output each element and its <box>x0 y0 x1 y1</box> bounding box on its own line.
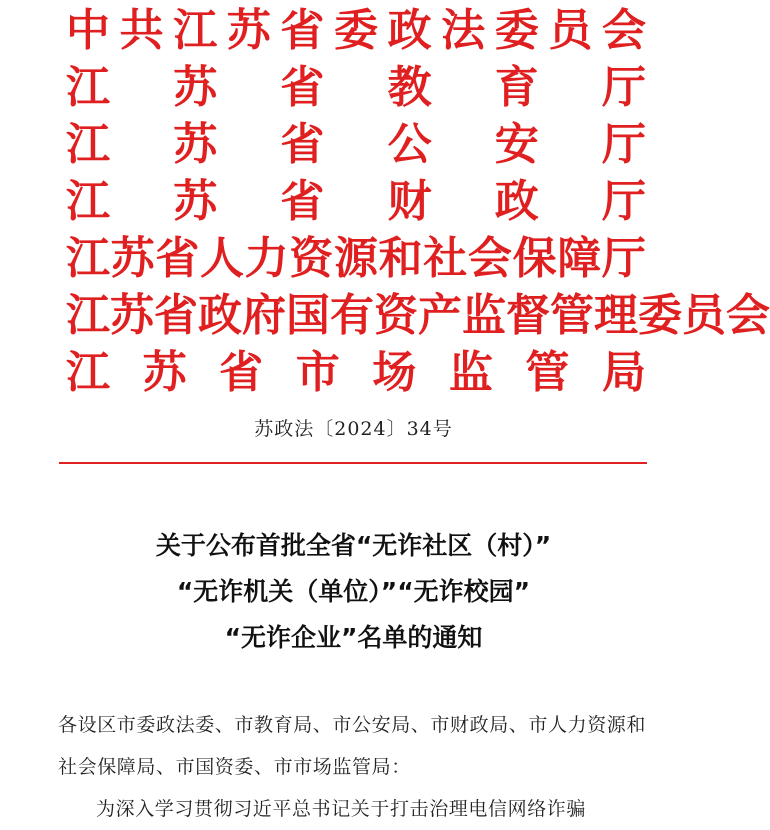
issuer-line: 江 苏 省 公 安 厅 <box>66 119 646 170</box>
issuer-line: 江 苏 省 市 场 监 管 局 <box>66 347 646 398</box>
document-number: 苏政法〔2024〕34号 <box>254 418 453 440</box>
issuer-line: 江 苏 省 财 政 厅 <box>66 176 646 227</box>
issuer-header <box>66 2 770 401</box>
body-paragraph: 为深入学习贯彻习近平总书记关于打击治理电信网络诈骗 <box>96 798 587 820</box>
title-line: “无诈企业”名单的通知 <box>224 623 483 652</box>
title-line: 关于公布首批全省“无诈社区（村）” <box>155 531 552 560</box>
issuer-line: 江 苏 省 人 力 资 源 和 社 会 保 障 厅 <box>66 233 646 284</box>
issuer-line: 江 苏 省 教 育 厅 <box>66 62 646 113</box>
title-line: “无诈机关（单位）”“无诈校园” <box>176 577 531 606</box>
recipients-paragraph: 各设区市委政法委、市教育局、市公安局、市财政局、市人力资源和社会保障局、市国资委、市市场监管局： <box>58 714 647 778</box>
document-body <box>58 704 648 830</box>
document-title <box>0 523 707 661</box>
red-separator-line <box>59 462 647 464</box>
issuer-line: 中 共 江 苏 省 委 政 法 委 员 会 <box>66 5 646 56</box>
issuer-line: 江 苏 省 政 府 国 有 资 产 监 督 管 理 委 员 会 <box>66 290 770 341</box>
